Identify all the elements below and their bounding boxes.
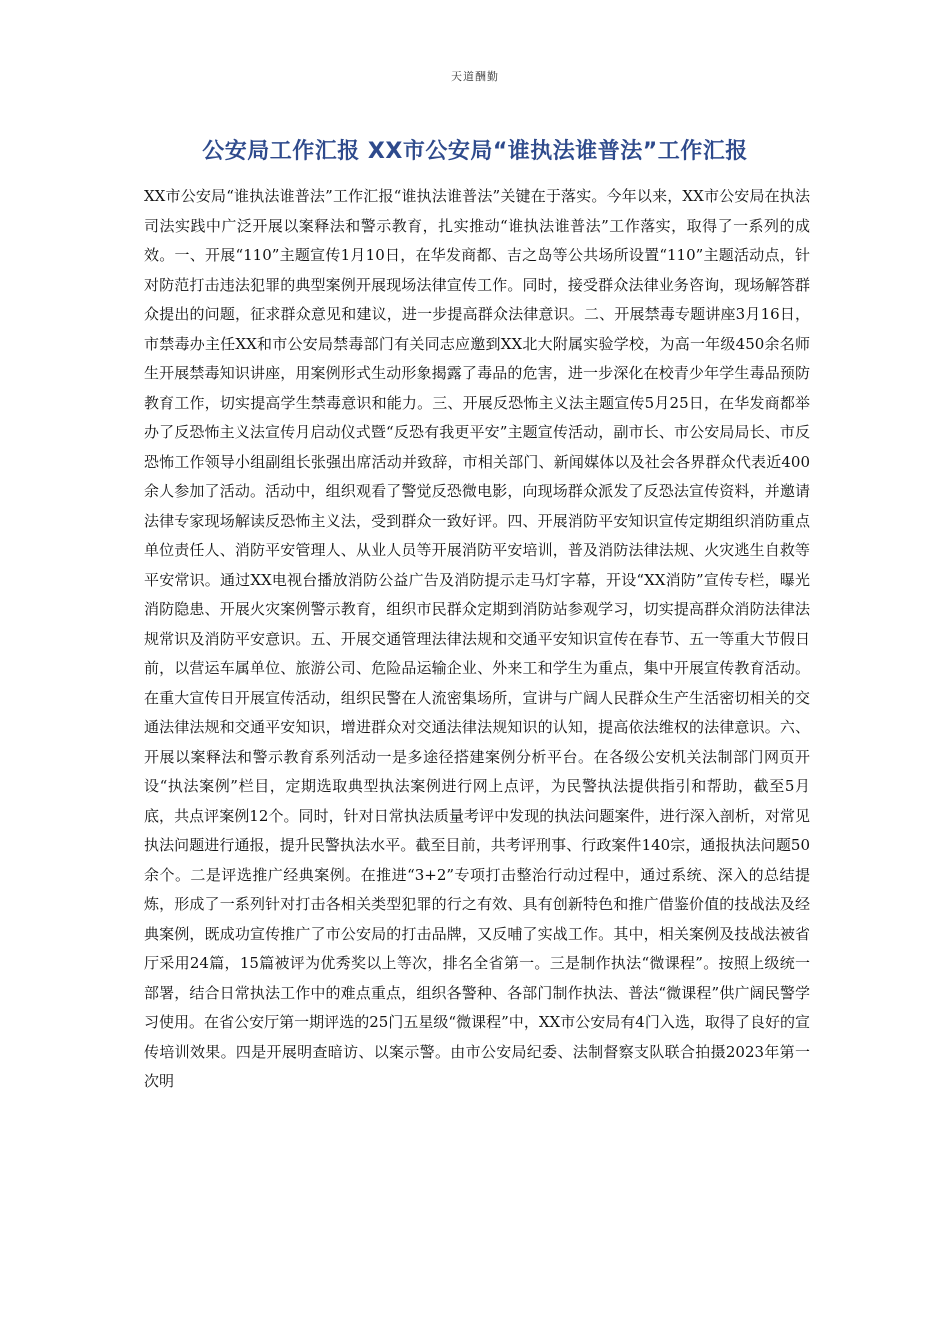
document-title: 公安局工作汇报 XX市公安局“谁执法谁普法”工作汇报 [202,139,748,164]
document-body: XX市公安局“谁执法谁普法”工作汇报“谁执法谁普法”关键在于落实。今年以来，XX市公安局在执法司法实践中广泛开展以案释法和警示教育，扎实推动“谁执法谁普法”工作落实，取得了一系列的成效。一、开展“110”主题宣传1月10日，在华发商都、吉之岛等公共场所设置“110”主题活动点，针对防范打击违法犯罪的典型案例开展现场法律宣传工作。同时，接受群众法律业务咨询，现场解答群众提出的问题，征求群众意见和建议，进一步提高群众法律意识。二、开展禁毒专题讲座3月16日，市禁毒办主任XX和市公安局禁毒部门有关同志应邀到XX北大附属实验学校，为高一年级450余名师生开展禁毒知识讲座，用案例形式生动形象揭露了毒品的危害，进一步深化在校青少年学生毒品预防教育工作，切实提高学生禁毒意识和能力。三、开展反恐怖主义法主题宣传5月25日，在华发商都举办了反恐怖主义法宣传月启动仪式暨“反恐有我更平安”主题宣传活动，副市长、市公安局局长、市反恐怖工作领导小组副组长张强出席活动并致辞，市相关部门、新闻媒体以及社会各界群众代表近400余人参加了活动。活动中，组织观看了警觉反恐微电影，向现场群众派发了反恐法宣传资料，并邀请法律专家现场解读反恐怖主义法，受到群众一致好评。四、开展消防平安知识宣传定期组织消防重点单位责任人、消防平安管理人、从业人员等开展消防平安培训，普及消防法律法规、火灾逃生自救等平安常识。通过XX电视台播放消防公益广告及消防提示走马灯字幕，开设“XX消防”宣传专栏，曝光消防隐患、开展火灾案例警示教育，组织市民群众定期到消防站参观学习，切实提高群众消防法律法规常识及消防平安意识。五、开展交通管理法律法规和交通平安知识宣传在春节、五一等重大节假日前，以营运车属单位、旅游公司、危险品运输企业、外来工和学生为重点，集中开展宣传教育活动。在重大宣传日开展宣传活动，组织民警在人流密集场所，宣讲与广阔人民群众生产生活密切相关的交通法律法规和交通平安知识，增进群众对交通法律法规知识的认知，提高依法维权的法律意识。六、开展以案释法和警示教育系列活动一是多途径搭建案例分析平台。在各级公安机关法制部门网页开设“执法案例”栏目，定期选取典型执法案例进行网上点评，为民警执法提供指引和帮助，截至5月底，共点评案例12个。同时，针对日常执法质量考评中发现的执法问题案件，进行深入剖析，对常见执法问题进行通报，提升民警执法水平。截至目前，共考评刑事、行政案件140宗，通报执法问题50余个。二是评选推广经典案例。在推进“3+2”专项打击整治行动过程中，通过系统、深入的总结提炼，形成了一系列针对打击各相关类型犯罪的行之有效、具有创新特色和推广借鉴价值的技战法及经典案例，既成功宣传推广了市公安局的打击品牌，又反哺了实战工作。其中，相关案例及技战法被省厅采用24篇，15篇被评为优秀奖以上等次，排名全省第一。三是制作执法“微课程”。按照上级统一部署，结合日常执法工作中的难点重点，组织各警种、各部门制作执法、普法“微课程”供广阔民警学习使用。在省公安厅第一期评选的25门五星级“微课程”中，XX市公安局有4门入选，取得了良好的宣传培训效果。四是开展明查暗访、以案示警。由市公安局纪委、法制督察支队联合拍摄2023年第一次明 [144,187,810,1090]
page-header: 天道酬勤 [451,70,499,83]
